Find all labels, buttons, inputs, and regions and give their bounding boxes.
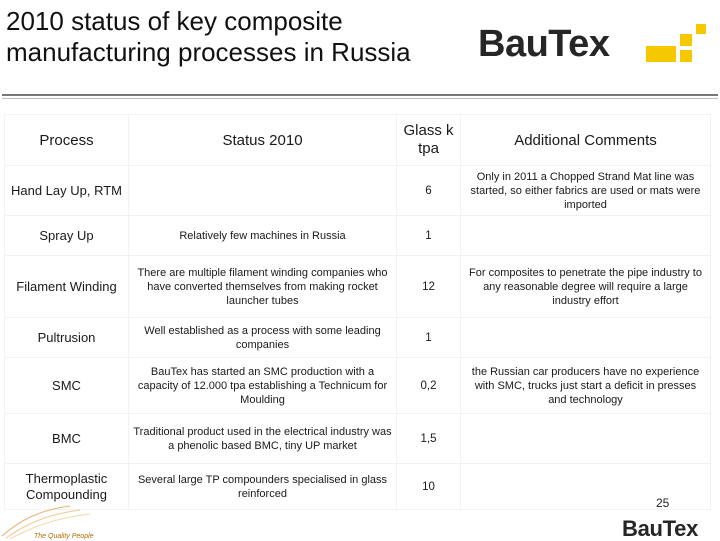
- cell-process: Thermoplastic Compounding: [5, 464, 129, 510]
- cell-status: Traditional product used in the electrical industry was a phenolic based BMC, tiny UP market: [129, 414, 397, 464]
- cell-comments: [461, 464, 711, 510]
- cell-glass: 1: [397, 318, 461, 358]
- cell-comments: [461, 318, 711, 358]
- slide-title: 2010 status of key composite manufacturing processes in Russia: [6, 6, 411, 67]
- logo-square-icon: [646, 46, 676, 62]
- cell-process: Filament Winding: [5, 256, 129, 318]
- table-row: [5, 414, 711, 464]
- cell-process: Hand Lay Up, RTM: [5, 166, 129, 216]
- cell-comments: Only in 2011 a Chopped Strand Mat line was started, so either fabrics are used or mats were imported: [461, 166, 711, 216]
- cell-glass: 12: [397, 256, 461, 318]
- table-row: [5, 166, 711, 216]
- cell-status: BauTex has started an SMC production with a capacity of 12.000 tpa establishing a Technicum for Moulding: [129, 358, 397, 414]
- header-divider: [2, 94, 718, 96]
- header-glass: Glass k tpa: [397, 115, 461, 166]
- cell-glass: 1: [397, 216, 461, 256]
- cell-glass: 6: [397, 166, 461, 216]
- logo-square-icon: [680, 50, 692, 62]
- cell-glass: 1,5: [397, 414, 461, 464]
- logo-square-icon: [696, 24, 706, 34]
- table-header-row: [5, 115, 711, 166]
- cell-process: Spray Up: [5, 216, 129, 256]
- table-row: [5, 216, 711, 256]
- table-row: [5, 256, 711, 318]
- cell-status: Well established as a process with some leading companies: [129, 318, 397, 358]
- cell-process: BMC: [5, 414, 129, 464]
- cell-status: There are multiple filament winding companies who have converted themselves from making rocket launcher tubes: [129, 256, 397, 318]
- header-status: Status 2010: [129, 115, 397, 166]
- header-divider-thin: [2, 98, 718, 99]
- process-table: [4, 114, 711, 510]
- cell-status: [129, 166, 397, 216]
- cell-process: Pultrusion: [5, 318, 129, 358]
- cell-comments: [461, 216, 711, 256]
- cell-process: SMC: [5, 358, 129, 414]
- logo-square-icon: [680, 34, 692, 46]
- cell-comments: For composites to penetrate the pipe industry to any reasonable degree will require a large industry effort: [461, 256, 711, 318]
- table-row: [5, 318, 711, 358]
- cell-comments: [461, 414, 711, 464]
- cell-comments: the Russian car producers have no experience with SMC, trucks just start a deficit in presses and technology: [461, 358, 711, 414]
- cell-status: Several large TP compounders specialised in glass reinforced: [129, 464, 397, 510]
- cell-glass: 0,2: [397, 358, 461, 414]
- footer-tagline: The Quality People: [34, 533, 94, 540]
- header-comments: Additional Comments: [461, 115, 711, 166]
- footer-logo: BauTex: [622, 516, 699, 541]
- table-row: [5, 358, 711, 414]
- page-number: 25: [656, 496, 670, 510]
- logo-text: BauTex: [478, 23, 610, 65]
- header-process: Process: [5, 115, 129, 166]
- cell-glass: 10: [397, 464, 461, 510]
- cell-status: Relatively few machines in Russia: [129, 216, 397, 256]
